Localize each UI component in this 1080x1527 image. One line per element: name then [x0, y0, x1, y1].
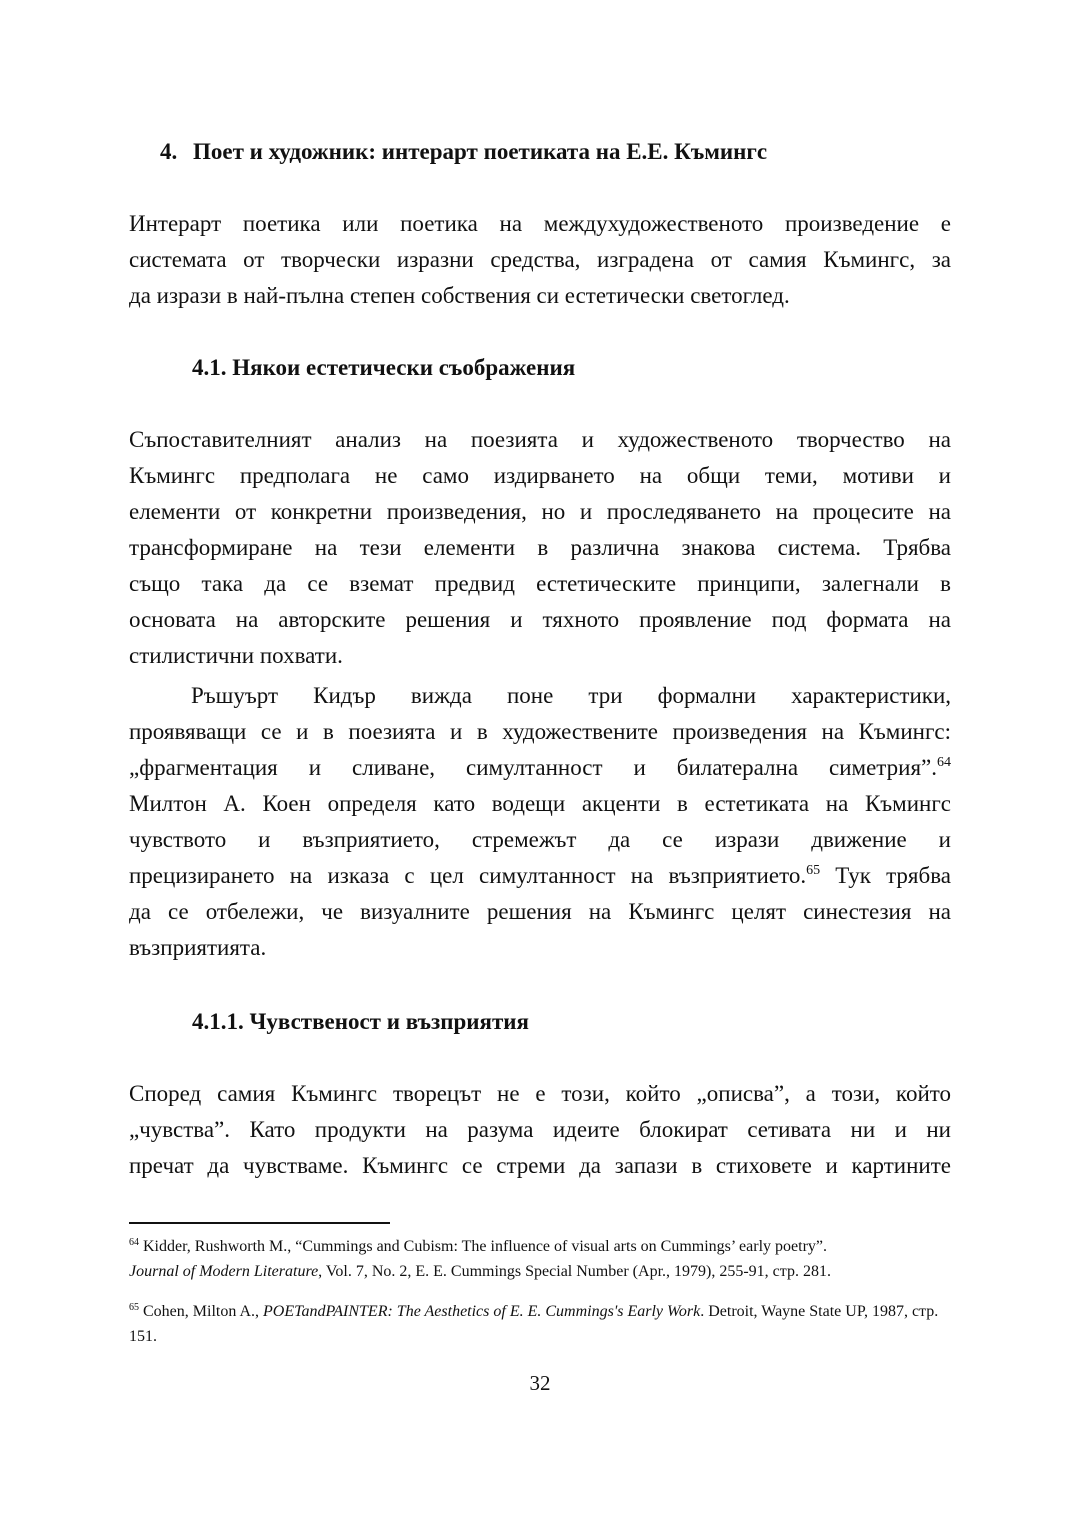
footnote-marker: 65 — [129, 1302, 139, 1313]
footnote-separator — [129, 1222, 390, 1224]
journal-title: Journal of Modern Literature — [129, 1263, 319, 1280]
paragraph-line: системата от творчески изразни средства, изградена от самия Къмингс, за — [129, 247, 951, 272]
paragraph-line: трансформиране на тези елементи в различна знакова система. Трябва — [129, 535, 951, 560]
footnote-64 — [129, 1234, 951, 1284]
paragraph-line: Съпоставителният анализ на поезията и художественото творчество на — [129, 427, 951, 452]
paragraph-line: Милтон А. Коен определя като водещи акценти в естетиката на Къмингс — [129, 791, 951, 816]
footnote-text: , Vol. 7, No. 2, E. E. Cummings Special Number (Apr., 1979), 255-91, стр. 281. — [318, 1263, 831, 1280]
footnote-marker: 64 — [129, 1237, 139, 1248]
paragraph-line: „чувства”. Като продукти на разума идеите блокират сетивата ни и ни — [129, 1117, 951, 1142]
paragraph-line: да се отбележи, че визуалните решения на Къмингс целят синестезия на — [129, 899, 951, 924]
paragraph-line: основата на авторските решения и тяхното проявление под формата на — [129, 607, 951, 632]
footnote-text: Kidder, Rushworth M., “Cummings and Cubism: The influence of visual arts on Cummings’ early poetry”. — [139, 1238, 827, 1255]
paragraph-line: чувството и възприятието, стремежът да се изрази движение и — [129, 827, 951, 852]
paragraph-line: Интерарт поетика или поетика на междухудожественото произведение е — [129, 211, 951, 236]
paragraph-line: проявяващи се и в поезията и в художествените произведения на Къмингс: — [129, 719, 951, 744]
section-number: 4. — [160, 139, 178, 164]
paragraph-line: елементи от конкретни произведения, но и проследяването на процесите на — [129, 499, 951, 524]
paragraph-line: да изрази в най-пълна степен собствения си естетически светоглед. — [129, 283, 790, 308]
paragraph-line: Според самия Къмингс творецът не е този, който „описва”, а този, който — [129, 1081, 951, 1106]
paragraph-line: също така да се вземат предвид естетическите принципи, залегнали в — [129, 571, 951, 596]
paragraph-line — [129, 858, 951, 894]
footnote-65 — [129, 1299, 951, 1349]
line-text: прецизирането на изказа с цел симултанност на възприятието. — [129, 863, 807, 888]
intro-paragraph — [129, 206, 951, 314]
section-title: Поет и художник: интерарт поетиката на Е.Е. Къмингс — [193, 139, 768, 164]
paragraph-line — [129, 750, 951, 786]
subsection-heading: 4.1. Някои естетически съображения — [192, 355, 576, 380]
footnote-ref-65[interactable]: 65 — [806, 863, 821, 878]
section-heading — [160, 137, 767, 167]
subsubsection-heading: 4.1.1. Чувственост и възприятия — [192, 1009, 529, 1034]
footnote-ref-64[interactable]: 64 — [937, 755, 951, 770]
footnote-text: . Detroit, Wayne State UP, 1987, стр. 151. — [129, 1303, 939, 1345]
footnote-text: Cohen, Milton A., — [139, 1303, 264, 1320]
analysis-paragraph — [129, 422, 951, 674]
cummings-paragraph — [129, 1076, 951, 1184]
line-text: Тук трябва — [820, 863, 951, 888]
kidder-cohen-paragraph — [129, 678, 951, 966]
page-number: 32 — [529, 1371, 551, 1395]
paragraph-line: стилистични похвати. — [129, 643, 343, 668]
quote-text: „фрагментация и сливане, симултанност и билатерална симетрия”. — [129, 755, 937, 780]
paragraph-line: възприятията. — [129, 935, 267, 960]
book-title: POETandPAINTER: The Aesthetics of E. E. Cummings's Early Work — [263, 1303, 701, 1320]
paragraph-line: Ръшуърт Кидър вижда поне три формални характеристики, — [191, 683, 951, 708]
paragraph-line: пречат да чувстваме. Къмингс се стреми да запази в стиховете и картините — [129, 1153, 951, 1178]
paragraph-line: Къмингс предполага не само издирването на общи теми, мотиви и — [129, 463, 951, 488]
